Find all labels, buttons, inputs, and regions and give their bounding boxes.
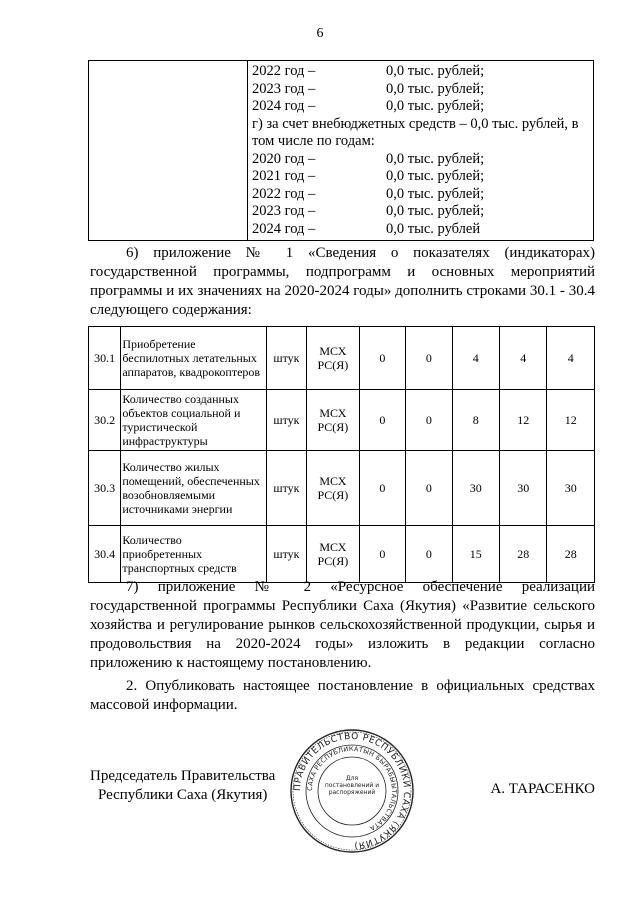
- finance-table: [88, 60, 594, 241]
- signature-position: [90, 767, 275, 805]
- table-row: [89, 526, 595, 583]
- finance-heading: г) за счет внебюджетных средств – 0,0 тыс. рублей, в том числе по годам:: [252, 115, 579, 149]
- value-cell: 4: [452, 327, 499, 390]
- value-cell: 30: [547, 451, 595, 526]
- official-stamp: [288, 727, 416, 855]
- finance-line: 2022 год – 0,0 тыс. рублей;: [252, 185, 485, 202]
- value-cell: 30: [500, 451, 547, 526]
- signature-position-line1: Председатель Правительства: [90, 768, 276, 784]
- finance-line: 2023 год – 0,0 тыс. рублей;: [252, 203, 485, 219]
- indicator-name: Количество жилых помещений, обеспеченных возобновляемыми источниками энергии: [121, 451, 266, 526]
- value-cell: 0: [406, 327, 452, 390]
- value-cell: 15: [452, 526, 499, 583]
- stamp-center-text: Для постановлений и распоряжений: [324, 775, 380, 796]
- org-cell: МСХ РС(Я): [307, 390, 360, 451]
- table-row: [89, 451, 595, 526]
- value-cell: 0: [406, 451, 452, 526]
- indicator-name: Количество созданных объектов социальной и туристической инфраструктуры: [121, 390, 266, 451]
- unit-cell: штук: [266, 451, 306, 526]
- finance-line: 2021 год – 0,0 тыс. рублей;: [252, 168, 485, 184]
- unit-cell: штук: [266, 390, 306, 451]
- indicator-name: Количество приобретенных транспортных средств: [121, 526, 266, 583]
- indicator-name: Приобретение беспилотных летательных аппаратов, квадрокоптеров: [121, 327, 266, 390]
- stamp-inner-text: САХА РЕСПУБЛИКАТЫН БЫРАБЫЫТАЛЬСТВАТА: [305, 744, 399, 833]
- indicator-table: [88, 326, 595, 583]
- org-cell: МСХ РС(Я): [307, 451, 360, 526]
- row-number: 30.2: [89, 390, 121, 451]
- value-cell: 4: [547, 327, 595, 390]
- value-cell: 0: [359, 390, 405, 451]
- value-cell: 28: [500, 526, 547, 583]
- finance-line: 2022 год – 0,0 тыс. рублей;: [252, 63, 485, 79]
- row-number: 30.3: [89, 451, 121, 526]
- value-cell: 30: [452, 451, 499, 526]
- finance-table-empty-cell: [89, 61, 248, 241]
- paragraph-6: 6) приложение № 1 «Сведения о показателях (индикаторах) государственной программы, подпрограмм и основных мероприятий программы и их значениях на 2020-2024 годы» дополнить строками 30.1 - 30.4 следующего содержания:: [90, 245, 595, 318]
- value-cell: 0: [406, 526, 452, 583]
- finance-line: 2024 год – 0,0 тыс. рублей;: [252, 98, 485, 114]
- finance-line: 2023 год – 0,0 тыс. рублей;: [252, 80, 485, 97]
- paragraph-2: 2. Опубликовать настоящее постановление в официальных средствах массовой информации.: [90, 678, 595, 713]
- value-cell: 0: [359, 327, 405, 390]
- value-cell: 0: [406, 390, 452, 451]
- unit-cell: штук: [266, 526, 306, 583]
- row-number: 30.1: [89, 327, 121, 390]
- org-cell: МСХ РС(Я): [307, 526, 360, 583]
- finance-table-lines-cell: [248, 61, 594, 241]
- page-number: 6: [316, 26, 324, 41]
- stamp-outer-text: ПРАВИТЕЛЬСТВО РЕСПУБЛИКИ САХА (ЯКУТИЯ): [292, 731, 412, 850]
- row-number: 30.4: [89, 526, 121, 583]
- value-cell: 12: [500, 390, 547, 451]
- paragraph-7: 7) приложение № 2 «Ресурсное обеспечение реализации государственной программы Республики Саха (Якутия) «Развитие сельского хозяйства и регулирование рынков сельскохозяйственной продукции, сырья и продовольствия на 2020-2024 годы» изложить в редакции согласно приложению к настоящему постановлению.: [90, 579, 595, 671]
- value-cell: 8: [452, 390, 499, 451]
- unit-cell: штук: [266, 327, 306, 390]
- table-row: [89, 390, 595, 451]
- value-cell: 4: [500, 327, 547, 390]
- value-cell: 12: [547, 390, 595, 451]
- finance-line: 2024 год – 0,0 тыс. рублей: [252, 220, 481, 237]
- org-cell: МСХ РС(Я): [307, 327, 360, 390]
- signature-position-line2: Республики Саха (Якутия): [97, 787, 268, 803]
- table-row: [89, 327, 595, 390]
- value-cell: 28: [547, 526, 595, 583]
- value-cell: 0: [359, 451, 405, 526]
- value-cell: 0: [359, 526, 405, 583]
- finance-line: 2020 год – 0,0 тыс. рублей;: [252, 150, 485, 167]
- signature-name: А. ТАРАСЕНКО: [490, 781, 595, 797]
